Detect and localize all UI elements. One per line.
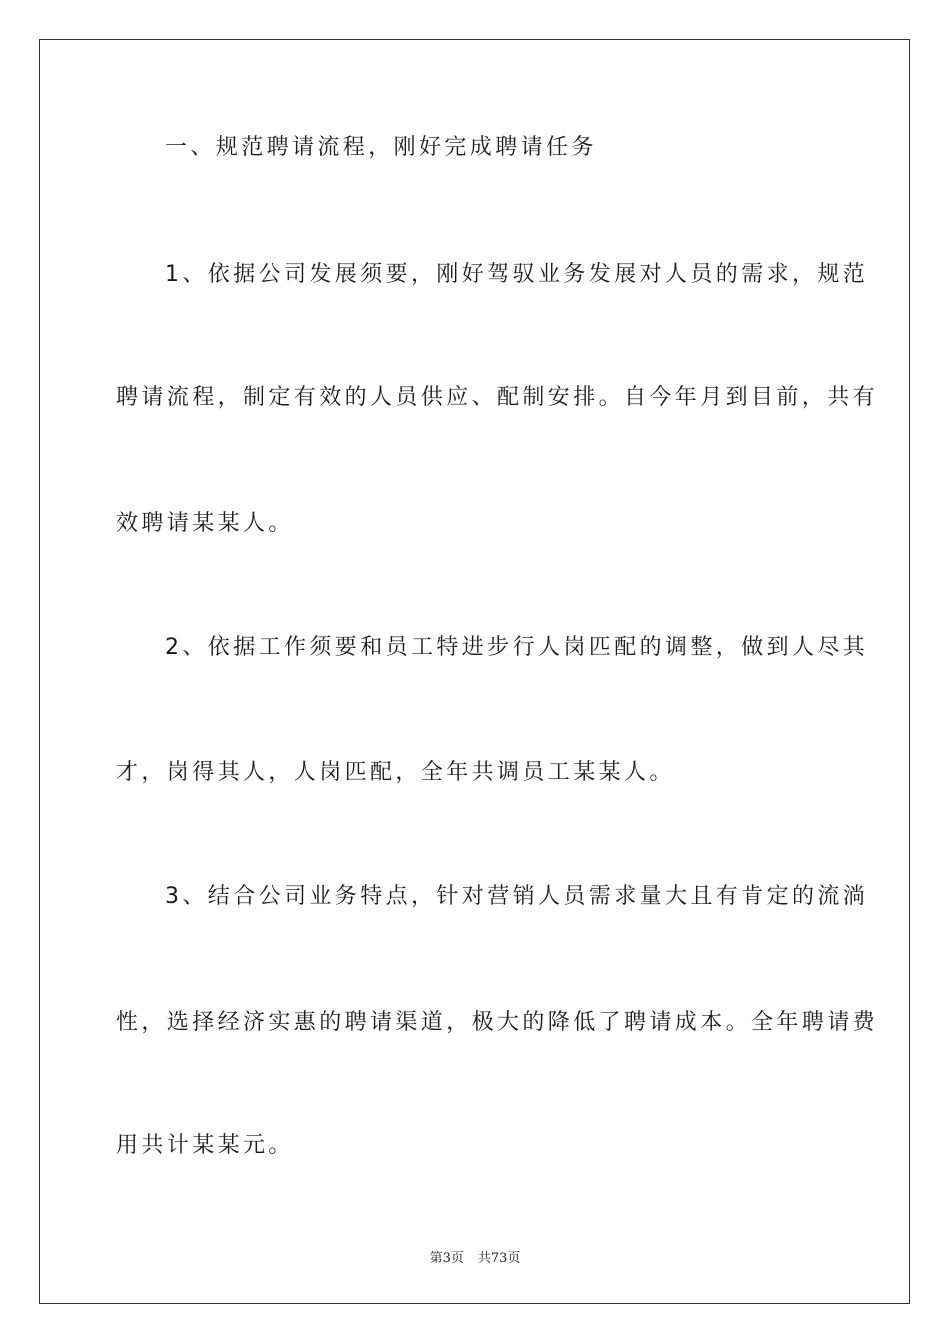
paragraph-3-line-3: 用共计某某元。 bbox=[116, 1133, 294, 1158]
paragraph-1-line-1: 1、依据公司发展须要，刚好驾驭业务发展对人员的需求，规范 bbox=[165, 262, 869, 287]
page-footer bbox=[0, 1247, 950, 1266]
page-number-current: 第3页 bbox=[429, 1251, 464, 1266]
paragraph-3-line-2: 性，选择经济实惠的聘请渠道，极大的降低了聘请成本。全年聘请费 bbox=[116, 1010, 879, 1035]
section-heading: 一、规范聘请流程，刚好完成聘请任务 bbox=[165, 135, 597, 160]
page-number-total: 共73页 bbox=[477, 1251, 521, 1266]
page-border bbox=[39, 39, 910, 1304]
paragraph-2-line-2: 才，岗得其人，人岗匹配，全年共调员工某某人。 bbox=[116, 760, 675, 785]
paragraph-1-line-3: 效聘请某某人。 bbox=[116, 511, 294, 536]
paragraph-2-line-1: 2、依据工作须要和员工特进步行人岗匹配的调整，做到人尽其 bbox=[165, 635, 869, 660]
paragraph-1-line-2: 聘请流程，制定有效的人员供应、配制安排。自今年月到目前，共有 bbox=[116, 385, 879, 410]
paragraph-3-line-1: 3、结合公司业务特点，针对营销人员需求量大且有肯定的流淌 bbox=[165, 884, 869, 909]
